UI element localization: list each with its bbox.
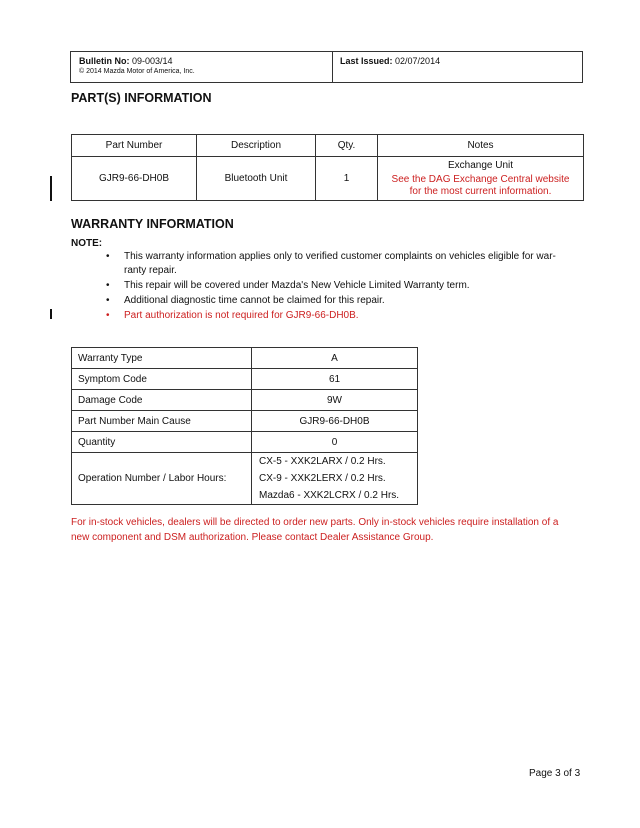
note-text: ranty repair. — [124, 265, 177, 276]
note-text: Additional diagnostic time cannot be claimed for this repair. — [124, 295, 385, 306]
row-label: Quantity — [72, 432, 252, 453]
revision-bar — [50, 309, 52, 319]
notes-dag-line1: See the DAG Exchange Central website — [391, 173, 570, 185]
operation-item: Mazda6 - XXK2LCRX / 0.2 Hrs. — [259, 490, 400, 501]
bulletin-number: 09-003/14 — [132, 56, 173, 66]
col-description: Description — [197, 135, 316, 157]
list-item: • Part authorization is not required for GJR9-66-DH0B. — [104, 309, 582, 323]
note-text: This warranty information applies only to verified customer complaints on vehicles eligible for war- — [124, 251, 556, 262]
bulletin-label: Bulletin No: — [79, 56, 130, 66]
notes-dag-line2: for the most current information. — [409, 185, 552, 197]
row-label: Damage Code — [72, 390, 252, 411]
bulletin-cell — [71, 52, 333, 82]
operation-item: CX-5 - XXK2LARX / 0.2 Hrs. — [259, 456, 386, 467]
row-value: 9W — [252, 390, 418, 411]
instructions-line: For in-stock vehicles, dealers will be directed to order new parts. Only in-stock vehicles require installation of a — [71, 517, 559, 528]
row-label: Symptom Code — [72, 369, 252, 390]
cell-qty: 1 — [316, 157, 378, 201]
issued-date: 02/07/2014 — [395, 56, 441, 66]
cell-notes — [378, 157, 584, 201]
dealer-instructions — [71, 515, 591, 545]
parts-header-row — [72, 135, 584, 157]
row-value: A — [252, 348, 418, 369]
table-row — [72, 453, 418, 505]
list-item: • This warranty information applies only to verified customer complaints on vehicles eligible for war- ranty repair. — [104, 250, 582, 278]
list-item: • Additional diagnostic time cannot be claimed for this repair. — [104, 294, 582, 308]
parts-table — [71, 134, 584, 201]
table-row — [72, 411, 418, 432]
row-label: Operation Number / Labor Hours: — [72, 453, 252, 505]
operation-item: CX-9 - XXK2LERX / 0.2 Hrs. — [259, 473, 386, 484]
issued-cell — [333, 52, 582, 82]
table-row — [72, 390, 418, 411]
page-number: Page 3 of 3 — [529, 768, 581, 779]
note-text: Part authorization is not required for GJR9-66-DH0B. — [124, 310, 359, 321]
col-qty: Qty. — [316, 135, 378, 157]
bulletin-header — [70, 51, 583, 83]
table-row — [72, 369, 418, 390]
note-label: NOTE: — [71, 238, 103, 249]
row-value: 61 — [252, 369, 418, 390]
operation-list — [252, 453, 418, 505]
cell-description: Bluetooth Unit — [197, 157, 316, 201]
parts-heading: PART(S) INFORMATION — [71, 91, 212, 105]
table-row — [72, 348, 418, 369]
note-text: This repair will be covered under Mazda's New Vehicle Limited Warranty term. — [124, 280, 470, 291]
instructions-line: new component and DSM authorization. Please contact Dealer Assistance Group. — [71, 532, 434, 543]
warranty-notes-list — [104, 250, 582, 324]
copyright: © 2014 Mazda Motor of America, Inc. — [79, 68, 195, 75]
row-value: 0 — [252, 432, 418, 453]
notes-exchange: Exchange Unit — [447, 159, 514, 171]
list-item: • This repair will be covered under Mazda's New Vehicle Limited Warranty term. — [104, 279, 582, 293]
cell-part-number: GJR9-66-DH0B — [72, 157, 197, 201]
warranty-table — [71, 347, 418, 505]
row-label: Part Number Main Cause — [72, 411, 252, 432]
table-row — [72, 157, 584, 201]
issued-label: Last Issued: — [340, 56, 393, 66]
col-notes: Notes — [378, 135, 584, 157]
warranty-heading: WARRANTY INFORMATION — [71, 217, 234, 231]
revision-bar — [50, 176, 52, 201]
col-part-number: Part Number — [72, 135, 197, 157]
row-value: GJR9-66-DH0B — [252, 411, 418, 432]
row-label: Warranty Type — [72, 348, 252, 369]
table-row — [72, 432, 418, 453]
